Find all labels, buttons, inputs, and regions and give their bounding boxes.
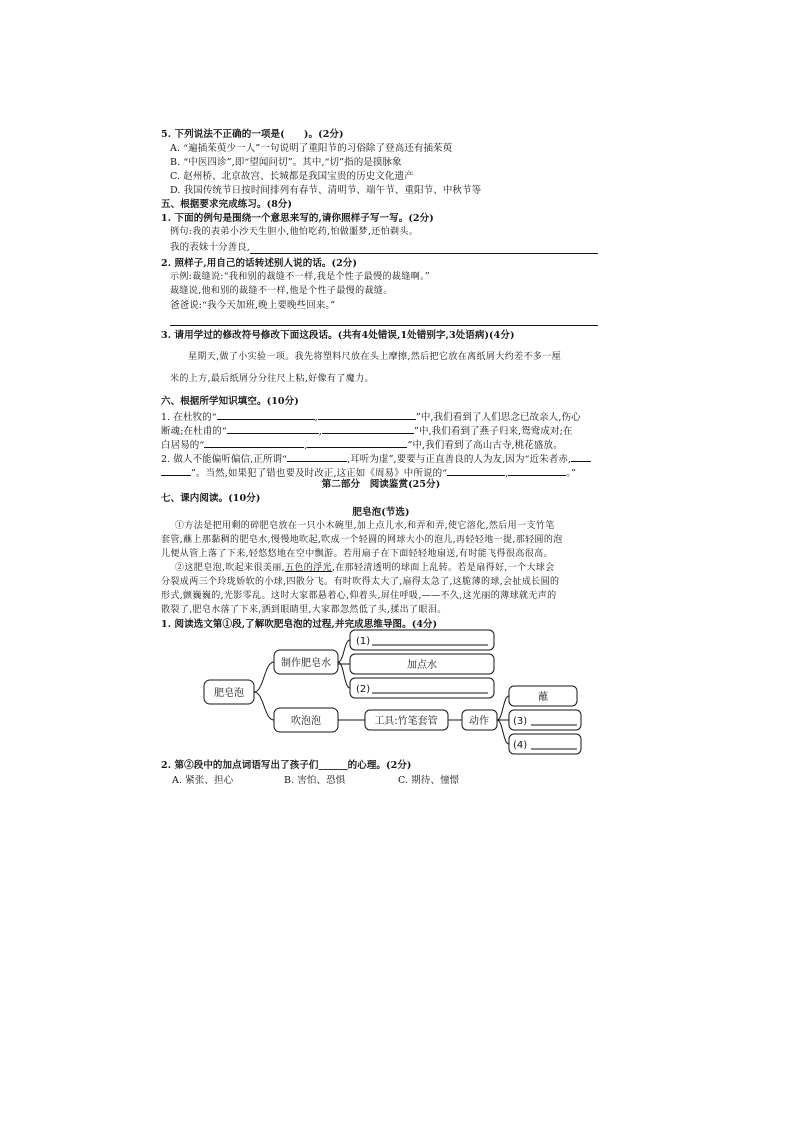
- s6-q2-line2: ”。当然,如果犯了错也要及时改正,这正如《周易》中所说的“ , 。”: [161, 465, 601, 480]
- s6-q1-line3: 白居易的“ , ”中,我们看到了高山古寺,桃花盛放。: [161, 437, 601, 452]
- part2-title: 第二部分 阅读鉴赏(25分): [321, 479, 441, 490]
- q7-2-stem: 2. 第②段中的加点词语写出了孩子们______的心理。(2分): [161, 760, 412, 771]
- s6-q1-l3-text-b: ”中,我们看到了高山古寺,桃花盛放。: [407, 440, 563, 451]
- s6-q1-l1-text-a: 1. 在杜牧的“: [161, 412, 217, 423]
- q7-2-option-a: A. 紧张、担心: [172, 775, 234, 786]
- mm-branch-make-slot1: [338, 640, 350, 662]
- section6-title: 六、根据所学知识填空。(10分): [161, 396, 299, 407]
- q7-1-stem: 1. 阅读选文第①段,了解吹肥皂泡的过程,并完成思维导图。(4分): [161, 619, 438, 630]
- passage-p1-line2: 套管,蘸上那黏稠的肥皂水,慢慢地吹起,吹成一个轻圆的网球大小的泡儿,再轻轻地一提,那轻圆的泡: [161, 535, 563, 545]
- mm-tool-label: 工具:竹笔套管: [374, 716, 438, 727]
- mm-slot1-label: (1): [356, 636, 371, 647]
- s5-q1-prompt: 我的表妹十分善良,: [170, 242, 250, 253]
- mm-root-label: 肥皂泡: [214, 688, 244, 699]
- s6-q1-l3-text-a: 白居易的“: [161, 440, 205, 451]
- mm-blow-label: 吹泡泡: [291, 716, 321, 727]
- s6-q2-l1-text-b: ,耳听为虚”,要要与正直善良的人为友,因为“近朱者赤,: [347, 454, 572, 465]
- s5-q1-example: 例句:我的表弟小沙天生胆小,他怕吃药,怕做噩梦,还怕剃头。: [170, 227, 419, 237]
- passage-p2-text-a: ②这肥皂泡,吹起来很美丽,: [175, 563, 285, 573]
- mm-action-label: 动作: [469, 716, 489, 727]
- passage-p2-text-b: ,在那轻清透明的球面上乱转。若是扇得好,一个大球会: [331, 563, 555, 573]
- section7-title: 七、课内阅读。(10分): [161, 493, 261, 504]
- q7-2-option-c: C. 期待、憧憬: [398, 775, 460, 786]
- s5-q3-para2: 米的上方,最后纸屑分分往尺上粘,好像有了魔力。: [170, 374, 374, 384]
- s5-q1-stem: 1. 下面的例句是围绕一个意思来写的,请你照样子写一写。(2分): [161, 213, 434, 224]
- s5-q2-example1: 示例:裁缝说:“我和别的裁缝不一样,我是个性子最慢的裁缝啊。”: [170, 272, 431, 282]
- passage-p2-line2: 分裂成两三个玲珑娇软的小球,四散分飞。有时吹得太大了,扇得太急了,这脆薄的球,会扯成长圆的: [161, 577, 560, 587]
- passage-p1-line3: 儿便从管上落了下来,轻悠悠地在空中飘游。若用扇子在下面轻轻地扇送,有时能飞得很高很高。: [161, 549, 553, 559]
- q5-option-d: D. 我国传统节日按时间排列有春节、清明节、端午节、重阳节、中秋节等: [170, 185, 482, 196]
- q5-option-c: C. 赵州桥、北京故宫、长城都是我国宝贵的历史文化遗产: [170, 171, 414, 182]
- mm-branch-root-blow: [254, 692, 274, 720]
- mm-slot2-label: (2): [356, 684, 371, 695]
- mm-node-slot1[interactable]: [350, 630, 494, 650]
- mm-branch-action-slot4: [497, 720, 509, 744]
- mm-slot4-label: (4): [513, 740, 528, 751]
- s6-q1-line1: 1. 在杜牧的“ , ”中,我们看到了人们思念已故亲人,伤心: [161, 409, 601, 424]
- s6-q1-l2-text-b: ”中,我们看到了燕子归来,鸳鸯成对;在: [413, 426, 573, 437]
- dotted-phrase: 五色的浮光: [284, 563, 332, 573]
- q5-stem: 5. 下列说法不正确的一项是( )。(2分): [161, 129, 344, 140]
- s6-q1-l1-text-b: ”中,我们看到了人们思念已故亲人,伤心: [415, 412, 581, 423]
- mm-branch-action-dip: [497, 696, 509, 720]
- mm-node-slot2[interactable]: [350, 678, 494, 698]
- mm-add-water-label: 加点水: [407, 660, 437, 671]
- s5-q2-example2: 裁缝说,他和别的裁缝不一样,他是个性子最慢的裁缝。: [170, 286, 393, 296]
- q7-2-option-b: B. 害怕、恐惧: [284, 775, 346, 786]
- s6-q2-l2-text-b: 。”: [566, 468, 577, 479]
- mm-slot3-label: (3): [513, 716, 528, 727]
- passage-title: 肥皂泡(节选): [352, 507, 410, 518]
- q5-option-b: B. “中医四诊”,即“望闻问切”。其中,“切”指的是摸脉象: [170, 157, 402, 168]
- q5-option-a: A. “遍插茱萸少一人”一句说明了重阳节的习俗除了登高还有插茱萸: [170, 143, 453, 154]
- s6-q1-l2-text-a: 断魂;在杜甫的“: [161, 426, 227, 437]
- passage-p2-line4: 散裂了,肥皂水落了下来,洒到眼睛里,大家都忽然低了头,揉出了眼泪。: [161, 605, 447, 615]
- mm-branch-make-slot2: [338, 662, 350, 688]
- section5-title: 五、根据要求完成练习。(8分): [161, 199, 293, 210]
- passage-p1-line1: ①方法是把用剩的碎肥皂放在一只小木碗里,加上点儿水,和弄和弄,使它溶化,然后用一支竹笔: [175, 521, 555, 531]
- s6-q2-l1-text-a: 2. 做人不能偏听偏信,正所谓“: [161, 454, 288, 465]
- mm-dip-label: 蘸: [538, 692, 548, 703]
- s6-q2-l2-text-a: ”。当然,如果犯了错也要及时改正,这正如《周易》中所说的“: [191, 468, 448, 479]
- s5-q2-prompt: 爸爸说:“我今天加班,晚上要晚些回来。”: [170, 300, 336, 311]
- passage-p2-line3: 形式,颤巍巍的,光影零乱。这时大家都悬着心,仰着头,屏住呼吸,——不久,这光丽的薄球就无声的: [161, 591, 557, 601]
- mm-branch-root-make: [254, 662, 274, 692]
- mm-make-label: 制作肥皂水: [281, 658, 331, 669]
- s5-q2-stem: 2. 照样子,用自己的话转述别人说的话。(2分): [161, 258, 358, 269]
- s6-q1-line2: 断魂;在杜甫的“ , ”中,我们看到了燕子归来,鸳鸯成对;在: [161, 423, 601, 438]
- s5-q3-para1: 星期天,做了小实验一项。我先将塑料尺放在头上摩擦,然后把它放在离纸屑大约差不多一厘: [188, 352, 562, 362]
- s5-q3-stem: 3. 请用学过的修改符号修改下面这段话。(共有4处错误,1处错别字,3处语病)(4分): [161, 330, 515, 341]
